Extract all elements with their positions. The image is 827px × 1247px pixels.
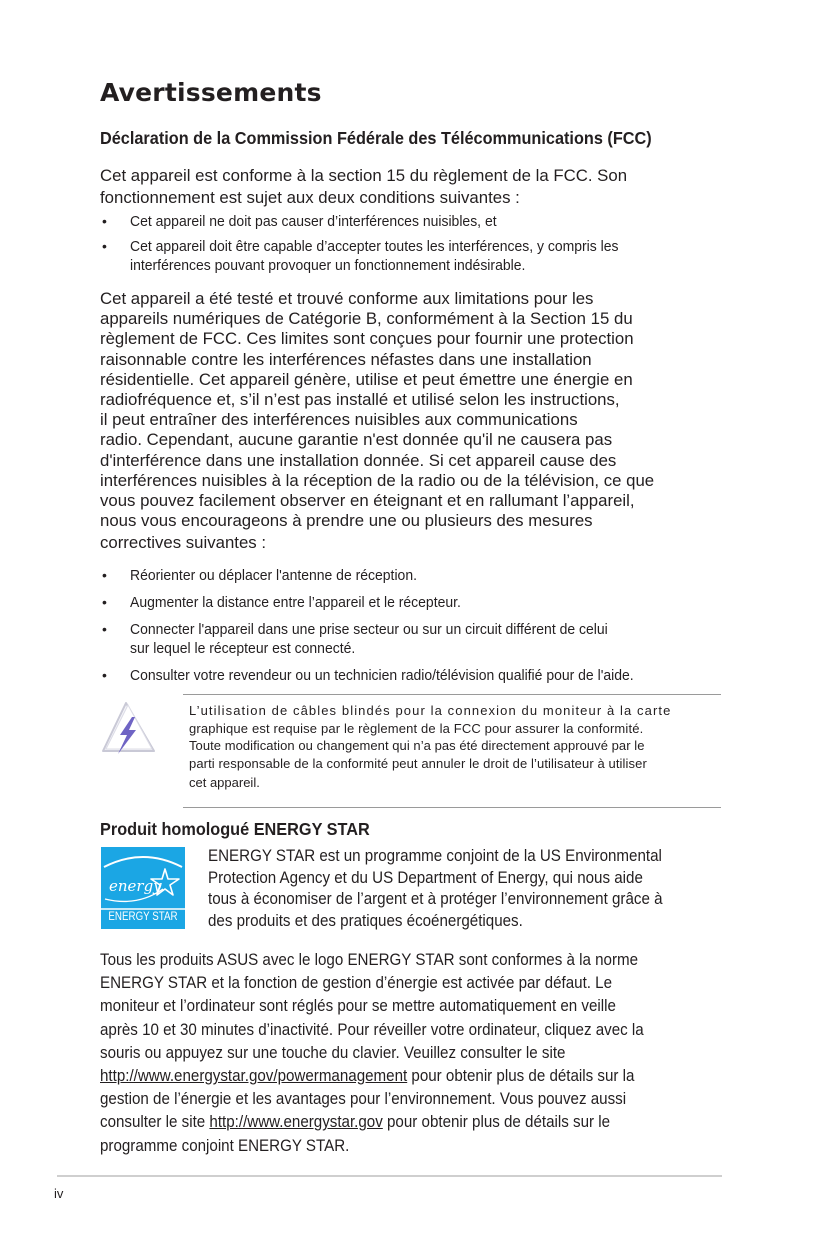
powermanagement-link[interactable]: http://www.energystar.gov/powermanagement [100, 1067, 408, 1086]
energy-star-logo [101, 847, 185, 929]
fcc-intro-line: fonctionnement est sujet aux deux conditions suivantes : [100, 188, 520, 207]
energy-star-intro: ENERGY STAR est un programme conjoint de la US Environmental Protection Agency et du US Department of Energy, qui nous aide tous à économiser de l’argent et à protéger l’environnement grâce à des produits et des pratiques écoénergétiques. [208, 847, 663, 930]
list-item: • Cet appareil ne doit pas causer d’interférences nuisibles, et [102, 213, 497, 230]
list-item: • Cet appareil doit être capable d’accepter toutes les interférences, y compris les interférences pouvant provoquer un fonctionnement indésirable. [102, 238, 619, 274]
warning-text: L’utilisation de câbles blindés pour la connexion du moniteur à la carte graphique est requise par le règlement de la FCC pour assurer la conformité. Toute modification ou changement qui n’a pas été directement approuvé par le parti responsable de la conformité peut annuler le droit de l’utilisateur à utiliser cet appareil. [189, 703, 672, 790]
page-number: iv [54, 1186, 64, 1201]
bullet-icon: • [102, 594, 107, 610]
energystar-link[interactable]: http://www.energystar.gov [209, 1113, 383, 1132]
energy-star-heading: Produit homologué ENERGY STAR [100, 819, 370, 839]
list-item: • Réorienter ou déplacer l'antenne de réception. [102, 567, 417, 584]
energy-star-label: ENERGY STAR [108, 911, 178, 923]
warning-note [183, 694, 721, 808]
energy-star-body: Tous les produits ASUS avec le logo ENERGY STAR sont conformes à la norme ENERGY STAR et la fonction de gestion d’énergie est activée par défaut. Le moniteur et l’ordinateur sont réglés pour se mettre automatiquement en veille après 10 et 30 minutes d’inactivité. Pour réveiller votre ordinateur, cliquez avec la souris ou appuyez sur une touche du clavier. Veuillez consulter le site http://www.energystar.gov/powermanagement pour obtenir plus de détails sur la gestion de l’énergie et les avantages pour l’environnement. Vous pouvez aussi consulter le site http://www.energystar.gov pour obtenir plus de détails sur le programme conjoint ENERGY STAR. [100, 951, 644, 1155]
list-item: • Augmenter la distance entre l’appareil et le récepteur. [102, 594, 461, 611]
page-title: Avertissements [100, 78, 322, 107]
energy-script-text: energy [109, 877, 162, 895]
fcc-heading: Déclaration de la Commission Fédérale des Télécommunications (FCC) [100, 128, 652, 148]
bullet-icon: • [102, 667, 107, 683]
fcc-body: Cet appareil a été testé et trouvé conforme aux limitations pour les appareils numériques de Catégorie B, conformément à la Section 15 du règlement de FCC. Ces limites sont conçues pour fournir une protection raisonnable contre les interférences néfastes dans une installation résidentielle. Cet appareil génère, utilise et peut émettre une énergie en radiofréquence et, s’il n’est pas installé et utilisé selon les instructions, il peut entraîner des interférences nuisibles aux communications radio. Cependant, aucune garantie n'est donnée qu'il ne causera pas d'interférence dans une installation donnée. Si cet appareil cause des interférences nuisibles à la réception de la radio ou de la télévision, ce que vous pouvez facilement observer en éteignant et en rallumant l’appareil, nous vous encourageons à prendre une ou plusieurs des mesures correctives suivantes : [100, 289, 655, 553]
footer-divider [57, 1175, 722, 1177]
fcc-intro-line: Cet appareil est conforme à la section 15 du règlement de la FCC. Son [100, 166, 628, 185]
list-item: • Consulter votre revendeur ou un technicien radio/télévision qualifié pour de l'aide. [102, 667, 634, 684]
bullet-icon: • [102, 621, 107, 637]
fcc-conditions-list [100, 212, 722, 275]
fcc-intro [100, 165, 722, 209]
warning-lightning-icon [99, 700, 157, 758]
bullet-icon: • [102, 213, 107, 229]
list-item: • Connecter l'appareil dans une prise secteur ou sur un circuit différent de celui sur lequel le récepteur est connecté. [102, 621, 608, 657]
fcc-measures-list [100, 566, 722, 685]
bullet-icon: • [102, 567, 107, 583]
bullet-icon: • [102, 238, 107, 254]
